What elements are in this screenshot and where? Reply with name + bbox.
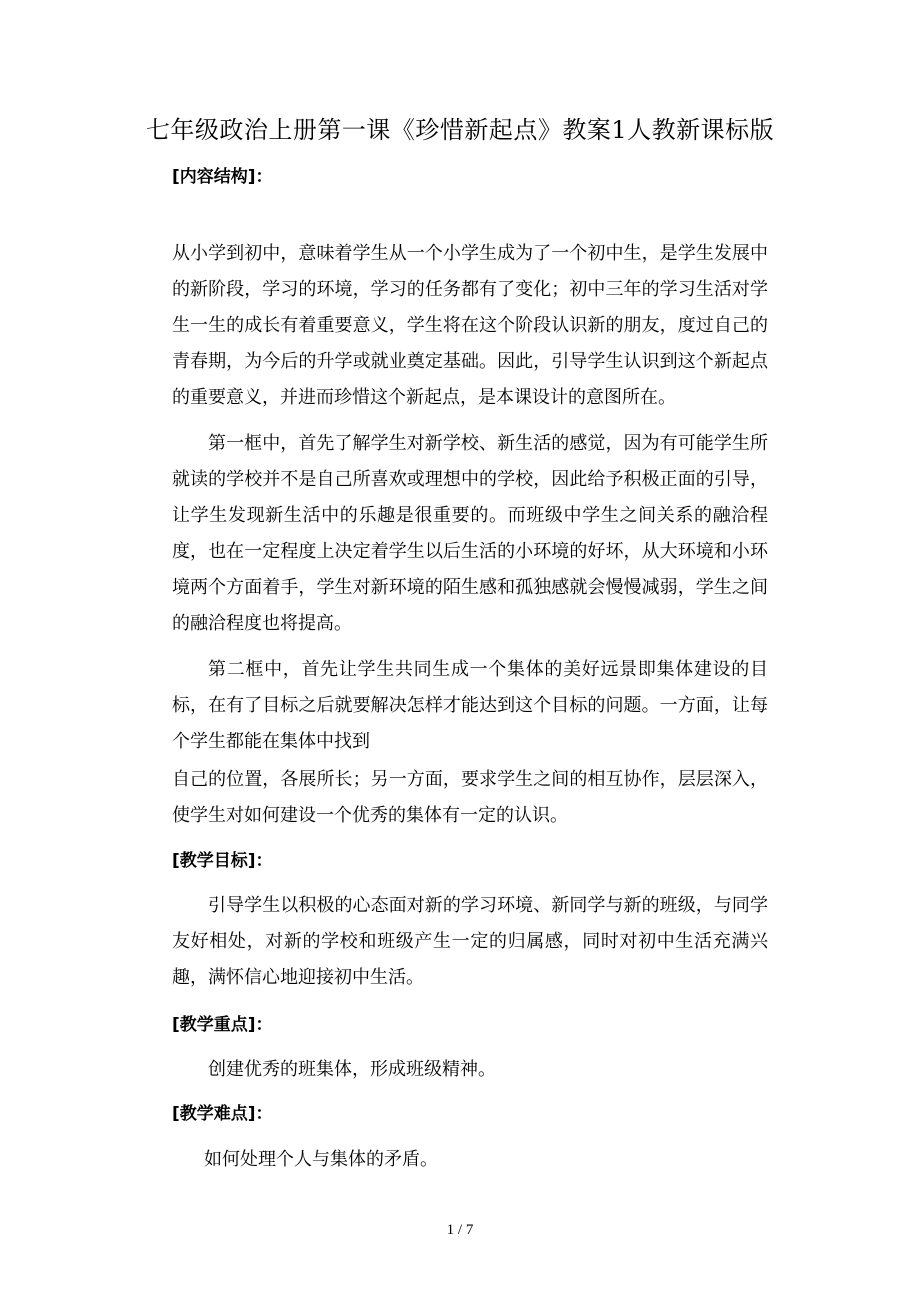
content-structure-paragraph-2: 第一框中，首先了解学生对新学校、新生活的感觉，因为有可能学生所就读的学校并不是自己所喜欢或理想中的学校，因此给予积极正面的引导，让学生发现新生活中的乐趣是很重要的。而班级中学生之间关系的融洽程度，也在一定程度上决定着学生以后生活的小环境的好坏，从大环境和小环境两个方面着手，学生对新环境的陌生感和孤独感就会慢慢减弱，学生之间的融洽程度也将提高。 <box>172 433 768 634</box>
key-points-text: 创建优秀的班集体，形成班级精神。 <box>208 1059 496 1080</box>
content-structure-paragraph-3-continued: 自己的位置，各展所长；另一方面，要求学生之间的相互协作，层层深入，使学生对如何建设一个优秀的集体有一定的认识。 <box>172 769 768 826</box>
difficult-points-text: 如何处理个人与集体的矛盾。 <box>204 1149 438 1170</box>
content-structure-paragraph-1: 从小学到初中，意味着学生从一个小学生成为了一个初中生，是学生发展中的新阶段，学习的环境，学习的任务都有了变化；初中三年的学习生活对学生一生的成长有着重要意义，学生将在这个阶段认识新的朋友，度过自己的青春期，为今后的升学或就业奠定基础。因此，引导学生认识到这个新起点的重要意义，并进而珍惜这个新起点，是本课设计的意图所在。 <box>172 243 768 408</box>
page-number: 1 / 7 <box>446 1222 474 1238</box>
document-title: 七年级政治上册第一课《珍惜新起点》教案1人教新课标版 <box>145 116 775 144</box>
difficult-points-heading: [教学难点]： <box>172 1104 273 1124</box>
teaching-goals-heading: [教学目标]： <box>172 851 273 871</box>
content-structure-paragraph-3: 第二框中，首先让学生共同生成一个集体的美好远景即集体建设的目标，在有了目标之后就要解决怎样才能达到这个目标的问题。一方面，让每个学生都能在集体中找到 <box>172 659 768 752</box>
key-points-heading: [教学重点]： <box>172 1015 273 1035</box>
content-structure-heading: [内容结构]： <box>172 167 273 187</box>
teaching-goals-text: 引导学生以积极的心态面对新的学习环境、新同学与新的班级，与同学友好相处，对新的学校和班级产生一定的归属感，同时对初中生活充满兴趣，满怀信心地迎接初中生活。 <box>172 895 768 988</box>
